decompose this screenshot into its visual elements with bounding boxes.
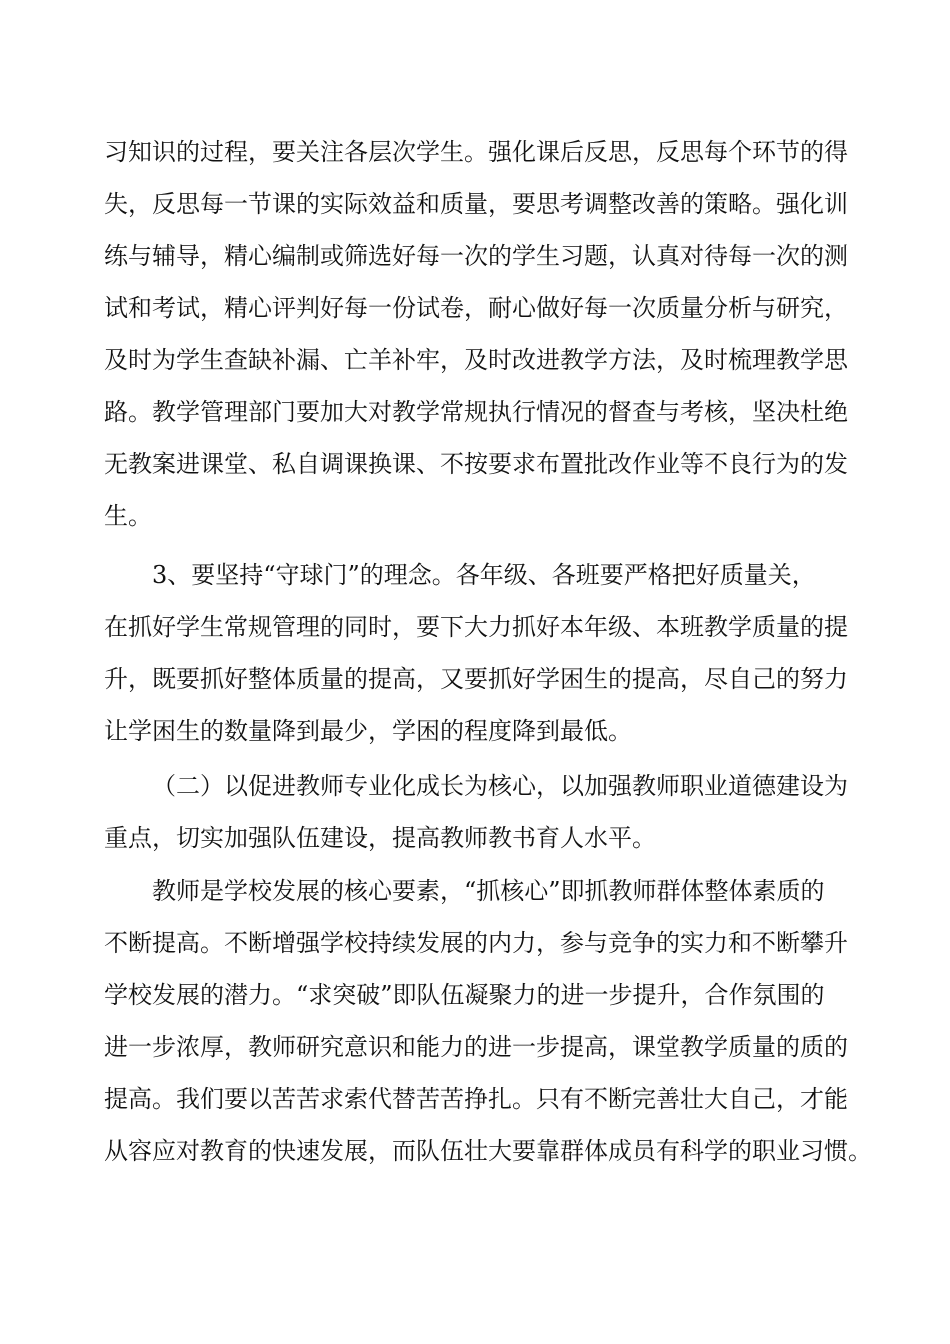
- text-line: 提高。我们要以苦苦求索代替苦苦挣扎。只有不断完善壮大自己，才能: [104, 1085, 848, 1113]
- section-heading-line: （二）以促进教师专业化成长为核心，以加强教师职业道德建设为: [152, 772, 848, 800]
- text-line: 从容应对教育的快速发展，而队伍壮大要靠群体成员有科学的职业习惯。: [104, 1137, 872, 1165]
- text-line: 进一步浓厚，教师研究意识和能力的进一步提高，课堂教学质量的质的: [104, 1033, 848, 1061]
- text-line: 不断提高。不断增强学校持续发展的内力，参与竞争的实力和不断攀升: [104, 929, 848, 957]
- text-line: 习知识的过程，要关注各层次学生。强化课后反思，反思每个环节的得: [104, 138, 848, 166]
- paragraph-start-line: 教师是学校发展的核心要素，“抓核心”即抓教师群体整体素质的: [152, 877, 825, 905]
- text-line: 生。: [104, 502, 152, 530]
- text-line: 路。教学管理部门要加大对教学常规执行情况的督查与考核，坚决杜绝: [104, 398, 848, 426]
- text-line: 让学困生的数量降到最少，学困的程度降到最低。: [104, 717, 632, 745]
- text-line: 试和考试，精心评判好每一份试卷，耐心做好每一次质量分析与研究，: [104, 294, 848, 322]
- text-line: 无教案进课堂、私自调课换课、不按要求布置批改作业等不良行为的发: [104, 450, 848, 478]
- paragraph-start-line: 3、要坚持“守球门”的理念。各年级、各班要严格把好质量关，: [152, 561, 816, 589]
- text-line: 练与辅导，精心编制或筛选好每一次的学生习题，认真对待每一次的测: [104, 242, 848, 270]
- section-heading-line: 重点，切实加强队伍建设，提高教师教书育人水平。: [104, 824, 656, 852]
- text-line: 失，反思每一节课的实际效益和质量，要思考调整改善的策略。强化训: [104, 190, 848, 218]
- text-line: 及时为学生查缺补漏、亡羊补牢，及时改进教学方法，及时梳理教学思: [104, 346, 848, 374]
- text-line: 升，既要抓好整体质量的提高，又要抓好学困生的提高，尽自己的努力: [104, 665, 848, 693]
- text-line: 在抓好学生常规管理的同时，要下大力抓好本年级、本班教学质量的提: [104, 613, 848, 641]
- text-line: 学校发展的潜力。“求突破”即队伍凝聚力的进一步提升，合作氛围的: [104, 981, 825, 1009]
